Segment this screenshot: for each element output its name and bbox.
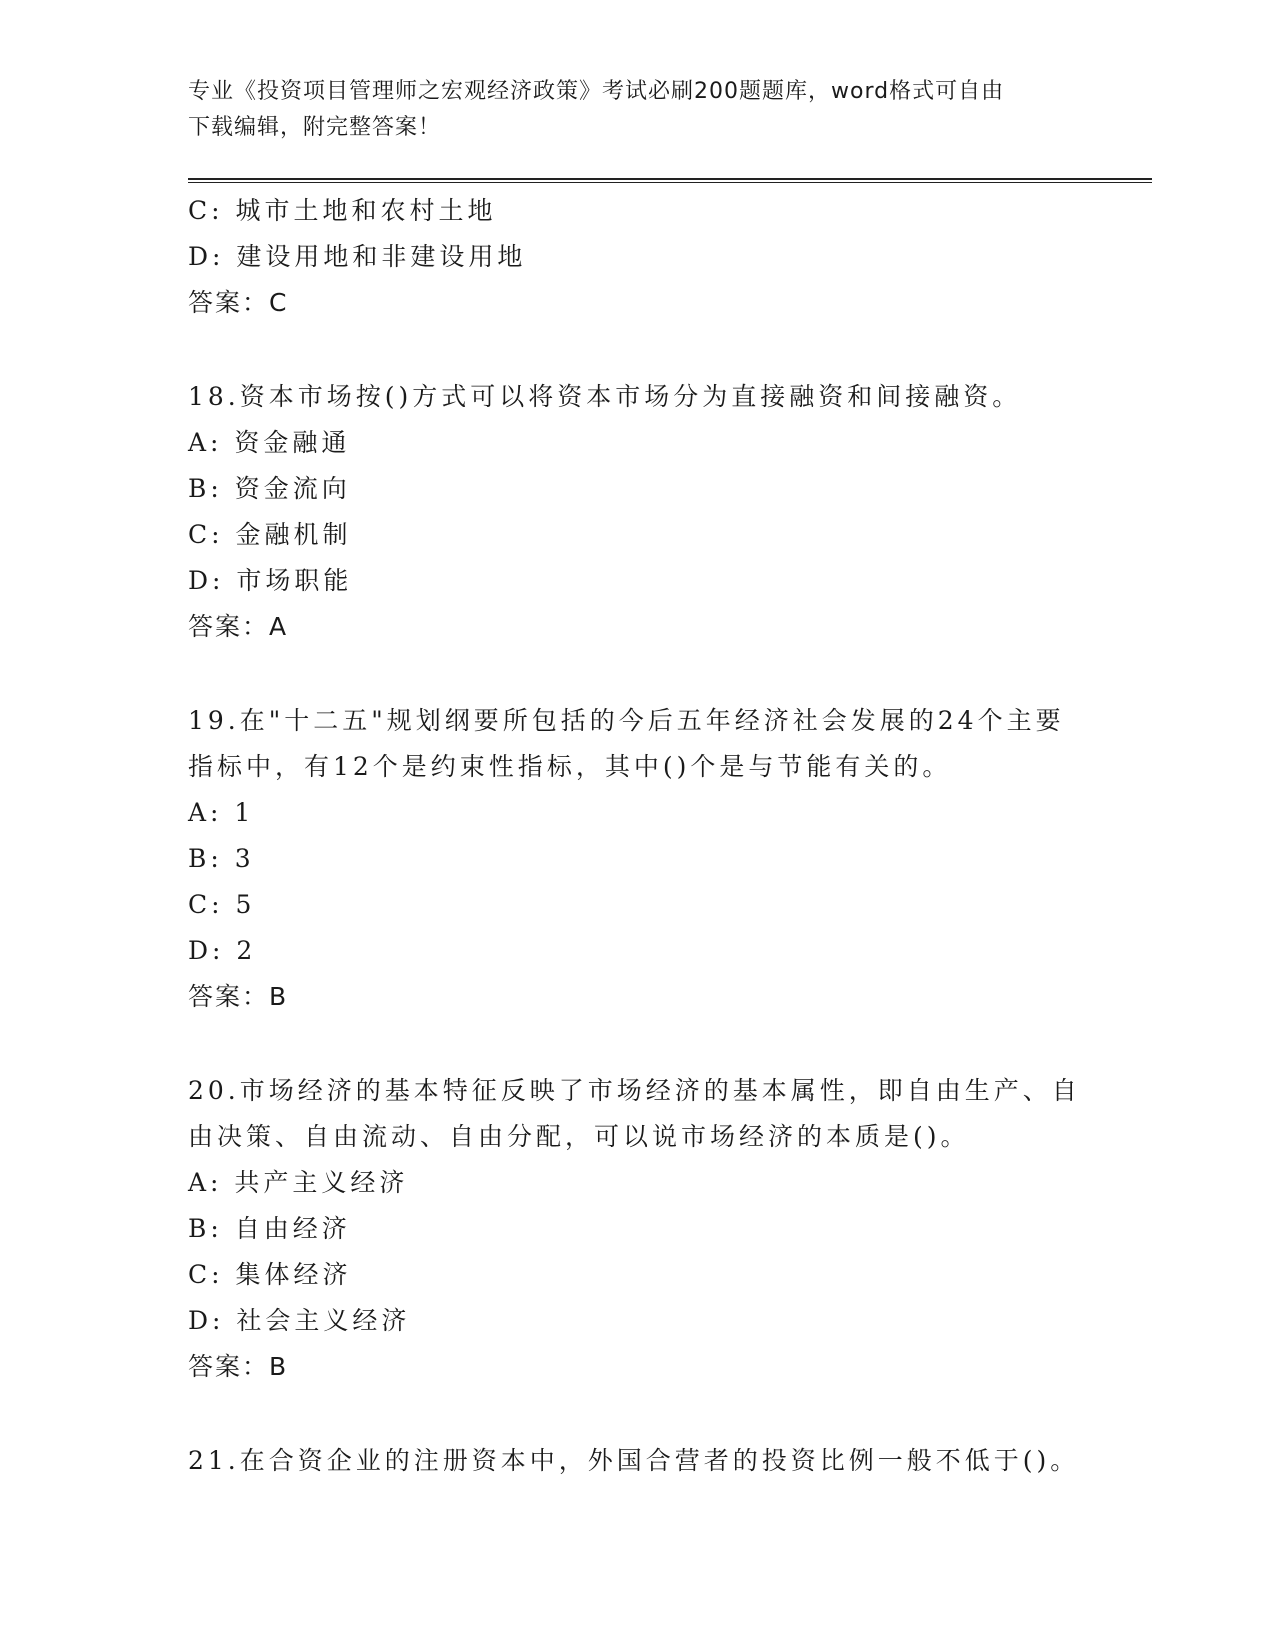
question-18 — [188, 374, 1088, 650]
q20-option-d: D: 社会主义经济 — [188, 1306, 411, 1335]
question-17-tail — [188, 188, 1088, 326]
q19-option-c: C: 5 — [188, 890, 256, 919]
header-line-2: 下载编辑，附完整答案！ — [188, 115, 442, 140]
spacer — [188, 1020, 1088, 1068]
q19-option-b: B: 3 — [188, 844, 255, 873]
q20-option-c: C: 集体经济 — [188, 1260, 352, 1289]
q20-stem-line-1: 20.市场经济的基本特征反映了市场经济的基本属性，即自由生产、自 — [188, 1076, 1081, 1105]
spacer — [188, 650, 1088, 698]
q17-option-d: D: 建设用地和非建设用地 — [188, 242, 527, 271]
header-line-1: 专业《投资项目管理师之宏观经济政策》考试必刷200题题库，word格式可自由 — [188, 79, 1005, 104]
q18-option-b: B: 资金流向 — [188, 474, 351, 503]
q21-stem: 21.在合资企业的注册资本中，外国合营者的投资比例一般不低于()。 — [188, 1446, 1080, 1475]
q19-option-a: A: 1 — [188, 798, 255, 827]
q18-option-a: A: 资金融通 — [188, 428, 351, 457]
document-header — [188, 74, 1088, 146]
q19-option-d: D: 2 — [188, 936, 257, 965]
q20-answer: 答案：B — [188, 1352, 289, 1381]
q20-stem-line-2: 由决策、自由流动、自由分配，可以说市场经济的本质是()。 — [188, 1122, 970, 1151]
q17-option-c: C: 城市土地和农村土地 — [188, 196, 497, 225]
q20-option-a: A: 共产主义经济 — [188, 1168, 409, 1197]
question-20 — [188, 1068, 1088, 1390]
spacer — [188, 326, 1088, 374]
question-content — [188, 188, 1088, 1484]
question-19 — [188, 698, 1088, 1020]
q18-stem: 18.资本市场按()方式可以将资本市场分为直接融资和间接融资。 — [188, 382, 1022, 411]
q17-answer: 答案：C — [188, 288, 289, 317]
q19-stem-line-2: 指标中，有12个是约束性指标，其中()个是与节能有关的。 — [188, 752, 952, 781]
q19-stem-line-1: 19.在"十二五"规划纲要所包括的今后五年经济社会发展的24个主要 — [188, 706, 1065, 735]
q19-answer: 答案：B — [188, 982, 289, 1011]
q20-option-b: B: 自由经济 — [188, 1214, 351, 1243]
question-21 — [188, 1438, 1088, 1484]
header-divider — [188, 178, 1152, 183]
q18-option-d: D: 市场职能 — [188, 566, 353, 595]
spacer — [188, 1390, 1088, 1438]
q18-answer: 答案：A — [188, 612, 289, 641]
q18-option-c: C: 金融机制 — [188, 520, 352, 549]
